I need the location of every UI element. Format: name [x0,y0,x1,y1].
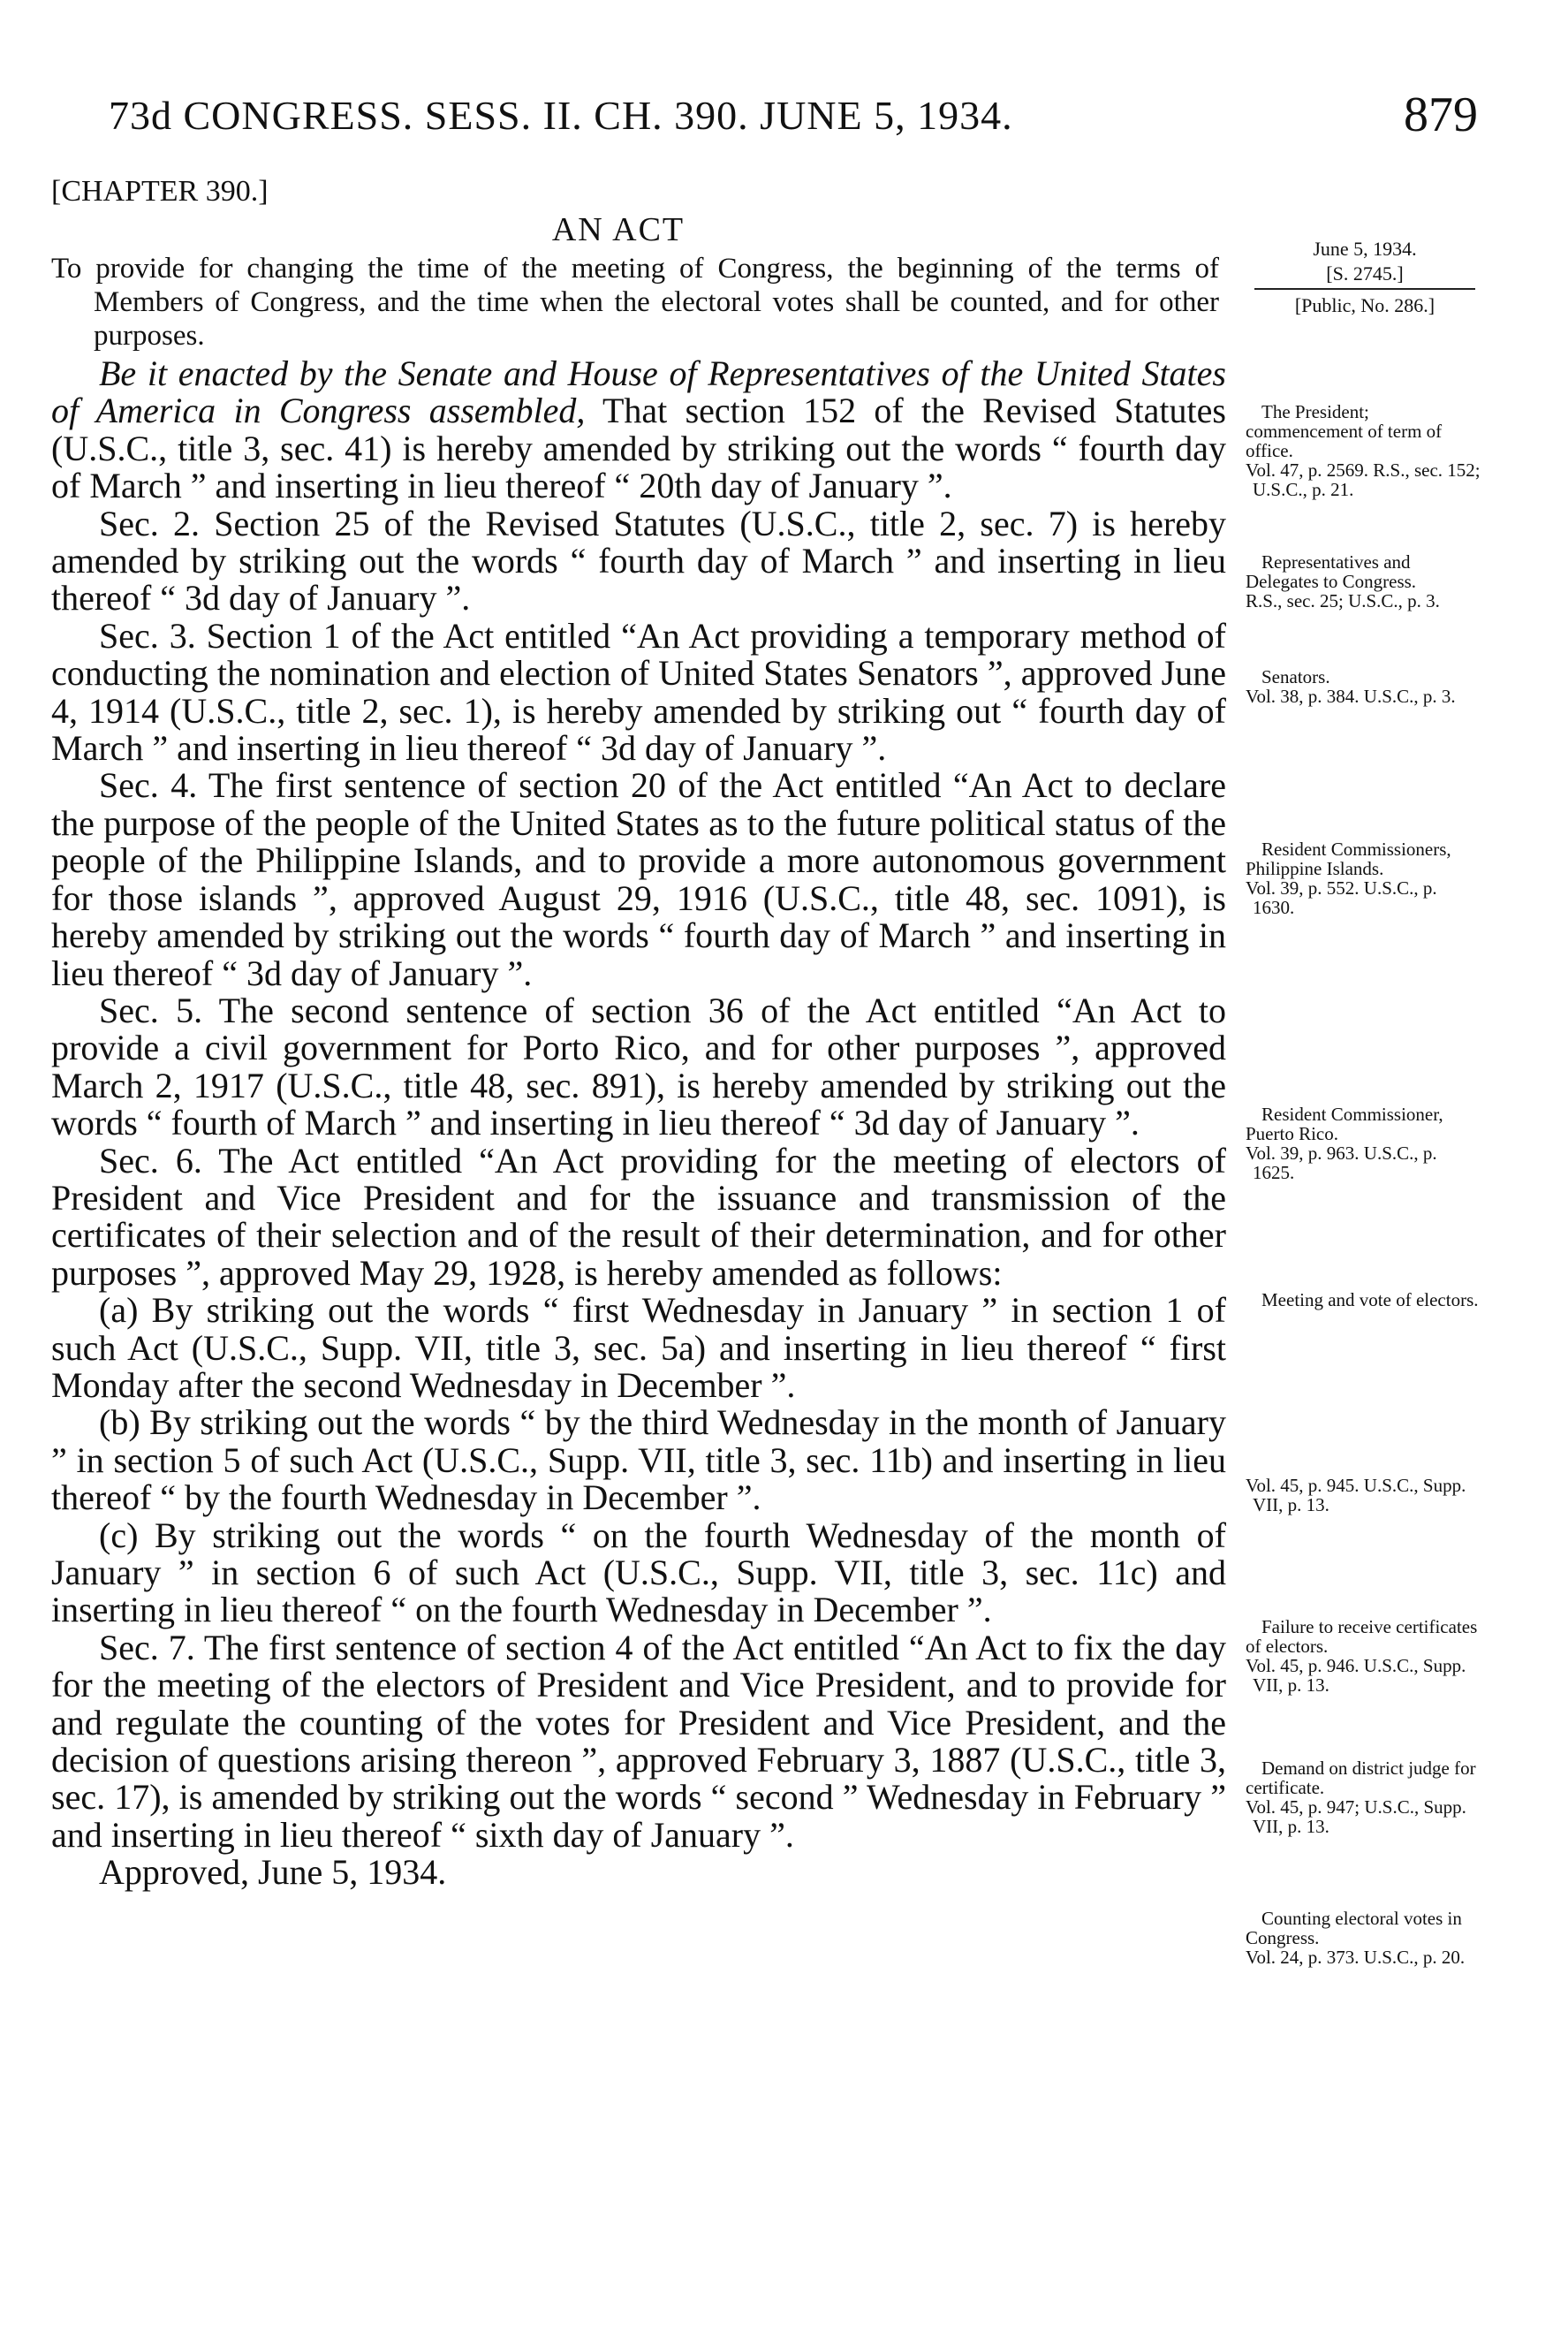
margin-note-topic: Counting electoral votes in Congress. [1246,1908,1462,1948]
chapter-label: [CHAPTER 390.] [51,175,269,208]
margin-note-topic: Senators. [1261,666,1330,687]
margin-note-counting-votes [1246,1909,1482,1967]
section-1 [51,355,1226,505]
section-4: Sec. 4. The first sentence of section 20 of the Act entitled “An Act to declare the purpose of the people of the United States as to the future political status of the people of the Philippine Islands, and to provide a more autonomous government for those islands ”, approved August 29, 1916 (U.S.C., title 48, sec. 1091), is hereby amended by striking out the words “ fourth day of March ” and inserting in lieu thereof “ 3d day of January ”. [51,765,1226,993]
section-2: Sec. 2. Section 25 of the Revised Statutes (U.S.C., title 2, sec. 7) is hereby amended by striking out the words “ fourth day of March ” and inserting in lieu thereof “ 3d day of January ”. [51,503,1226,619]
margin-note-citation: Vol. 45, p. 947; U.S.C., Supp. VII, p. 13. [1246,1796,1466,1837]
bill-number: [S. 2745.] [1326,262,1404,285]
margin-note-electors [1246,1290,1482,1310]
section-5: Sec. 5. The second sentence of section 36 of the Act entitled “An Act to provide a civil government for Porto Rico, and for other purposes ”, approved March 2, 1917 (U.S.C., title 48, sec. 891), is hereby amended by striking out the words “ fourth of March ” and inserting in lieu thereof “ 3d day of January ”. [51,990,1226,1143]
act-heading: AN ACT [551,211,686,248]
margin-note-puerto-rico [1246,1105,1482,1182]
margin-note-topic: Meeting and vote of electors. [1261,1289,1479,1310]
running-head [109,87,1478,163]
margin-note-citation: Vol. 39, p. 552. U.S.C., p. 1630. [1246,877,1437,918]
section-6b: (b) By striking out the words “ by the third Wednesday in the month of January ” in section 5 of such Act (U.S.C., Supp. VII, title 3, sec. 11b) and inserting in lieu thereof “ by the fourth Wednesday in December ”. [51,1402,1226,1518]
margin-note-topic: Failure to receive certificates of electors. [1246,1616,1478,1657]
bill-info [1263,237,1466,318]
margin-note-district-judge [1246,1758,1482,1836]
margin-note-sec6a-citation [1246,1476,1482,1515]
approval-line: Approved, June 5, 1934. [99,1852,447,1893]
margin-note-citation: Vol. 45, p. 946. U.S.C., Supp. VII, p. 13. [1246,1655,1466,1696]
section-6: Sec. 6. The Act entitled “An Act providing for the meeting of electors of President and Vice President and for the issuance and transmission of the certificates of their selection and of the result of their determination, and for other purposes ”, approved May 29, 1928, is hereby amended as follows: [51,1140,1226,1293]
act-purpose: To provide for changing the time of the meeting of Congress, the beginning of the terms of Members of Congress, and the time when the electoral votes shall be counted, and for other purposes. [51,253,1219,352]
public-law-number: [Public, No. 286.] [1294,294,1435,316]
section-3: Sec. 3. Section 1 of the Act entitled “An Act providing a temporary method of conducting the nomination and election of United States Senators ”, approved June 4, 1914 (U.S.C., title 2, sec. 1), is hereby amended by striking out “ fourth day of March ” and inserting in lieu thereof “ 3d day of January ”. [51,615,1226,769]
enacting-clause: Be it enacted by the Senate and House of Representatives of the United States of America in Congress assembled, [51,353,1226,431]
margin-note-representatives [1246,552,1482,611]
margin-note-citation: Vol. 38, p. 384. U.S.C., p. 3. [1246,686,1456,707]
bill-rule [1254,288,1475,290]
margin-note-topic: Resident Commissioners, Philippine Islands. [1246,839,1451,879]
margin-note-citation: Vol. 24, p. 373. U.S.C., p. 20. [1246,1947,1466,1968]
page-number: 879 [1404,87,1478,142]
running-title: 73d CONGRESS. SESS. II. CH. 390. JUNE 5, 1934. [109,93,1013,138]
section-7: Sec. 7. The first sentence of section 4 of the Act entitled “An Act to fix the day for the meeting of the electors of President and Vice President, and to provide for and regulate the counting of the votes for President and Vice President, and the decision of questions arising thereon ”, approved February 3, 1887 (U.S.C., title 3, sec. 17), is amended by striking out the words “ second ” Wednesday in February ” and inserting in lieu thereof “ sixth day of January ”. [51,1627,1226,1855]
margin-note-philippines [1246,839,1482,917]
margin-note-citation: Vol. 45, p. 945. U.S.C., Supp. VII, p. 13. [1246,1475,1466,1515]
margin-note-topic: Representatives and Delegates to Congress. [1246,551,1417,592]
margin-note-citation: R.S., sec. 25; U.S.C., p. 3. [1246,590,1440,611]
section-6c: (c) By striking out the words “ on the fourth Wednesday of the month of January ” in section 6 of such Act (U.S.C., Supp. VII, title 3, sec. 11c) and inserting in lieu thereof “ on the fourth Wednesday in December ”. [51,1515,1226,1630]
bill-date: June 5, 1934. [1313,238,1417,260]
margin-note-senators [1246,667,1482,706]
margin-note-failure-certificates [1246,1617,1482,1695]
margin-note-citation: Vol. 39, p. 963. U.S.C., p. 1625. [1246,1143,1437,1183]
section-1-text: That section 152 of the Revised Statutes (U.S.C., title 3, sec. 41) is hereby amended by striking out the words “ fourth day of March ” and inserting in lieu thereof “ 20th day of January ”. [51,391,1226,506]
margin-note-citation: Vol. 47, p. 2569. R.S., sec. 152; U.S.C., p. 21. [1246,459,1481,500]
margin-note-topic: Demand on district judge for certificate. [1246,1758,1476,1798]
act-body [51,355,1226,1892]
section-6a: (a) By striking out the words “ first Wednesday in January ” in section 1 of such Act (U.S.C., Supp. VII, title 3, sec. 5a) and inserting in lieu thereof “ first Monday after the second Wednesday in December ”. [51,1290,1226,1405]
margin-note-topic: The President; commencement of term of office. [1246,401,1443,461]
margin-note-president [1246,402,1482,499]
margin-note-topic: Resident Commissioner, Puerto Rico. [1246,1104,1443,1144]
